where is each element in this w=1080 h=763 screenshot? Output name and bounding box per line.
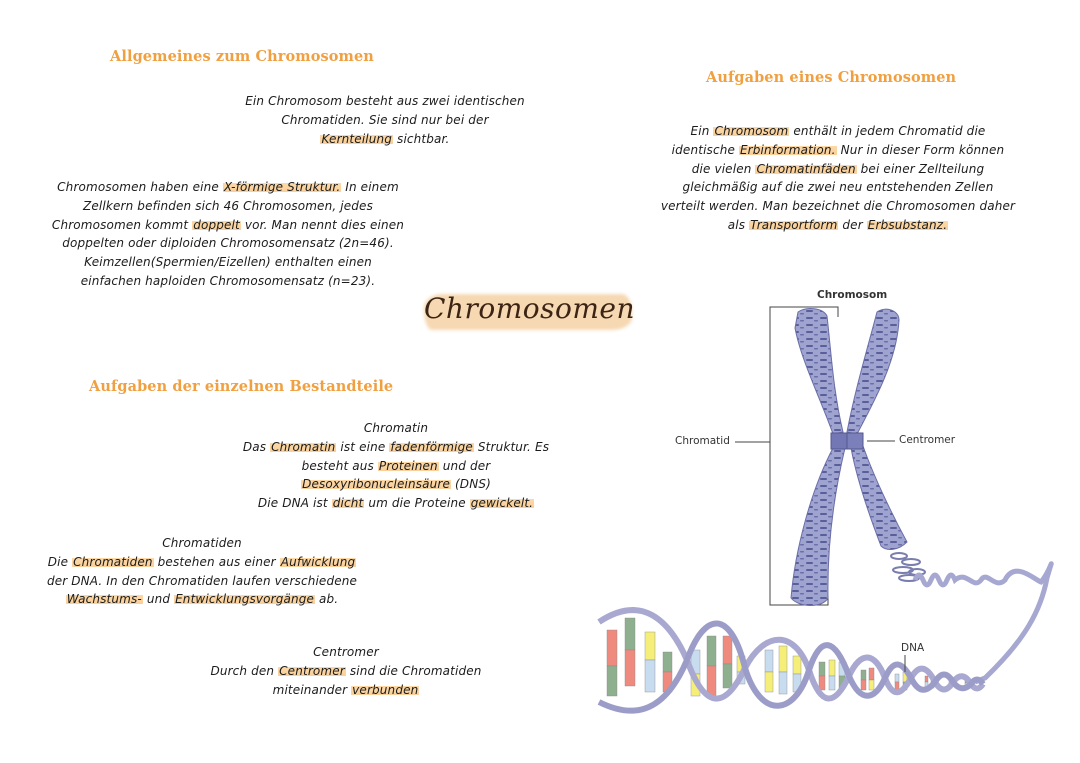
text-line [196, 457, 596, 476]
text-line [196, 475, 596, 494]
text: In einem [341, 180, 399, 194]
text: Nur in dieser Form können [836, 142, 1005, 157]
paragraph-chromosom-structure [28, 178, 428, 291]
dna-helix [599, 610, 983, 711]
highlight-x-form: X-förmige Struktur. [223, 180, 341, 194]
text: enthält in jedem Chromatid die [789, 124, 986, 138]
highlight-chromosom: Chromosom [714, 124, 789, 138]
text-line [28, 178, 428, 197]
text: Durch den [210, 663, 279, 678]
text-line [215, 130, 555, 149]
chromosome-dna-illustration [595, 280, 1075, 730]
text: Die [47, 554, 73, 569]
highlight-centromer: Centromer [279, 663, 345, 678]
paragraph-chromosom-intro [215, 92, 555, 148]
text: um die Proteine [364, 496, 470, 511]
highlight-entwicklungsvorgaenge: Entwicklungsvorgänge [175, 592, 315, 607]
label-centromer: Centromer [899, 434, 956, 446]
text-line: der DNA. In den Chromatiden laufen verschiedene [46, 573, 358, 588]
text-line: verteilt werden. Man bezeichnet die Chromosomen daher [660, 199, 1016, 214]
text-line: doppelten oder diploiden Chromosomensatz (2n=46). [62, 236, 394, 251]
text-line [186, 681, 506, 700]
subheading-centromer: Centromer [313, 645, 379, 659]
text: Struktur. Es [473, 439, 550, 454]
chromosome-diagram [595, 280, 1075, 730]
label-dna: DNA [901, 642, 925, 654]
text: ab. [315, 592, 339, 607]
text-line [196, 494, 596, 513]
highlight-aufwicklung: Aufwicklung [280, 554, 356, 569]
text-line [186, 662, 506, 681]
text: sind die Chromatiden [345, 663, 482, 678]
highlight-doppelt: doppelt [193, 217, 240, 232]
text: Ein [690, 124, 714, 138]
text: besteht aus [301, 458, 378, 473]
text: miteinander [272, 682, 352, 697]
text: bei einer Zellteilung [856, 161, 985, 176]
highlight-chromatiden: Chromatiden [73, 554, 153, 569]
text-line [638, 216, 1038, 235]
paragraph-aufgaben-chromosom [638, 122, 1038, 235]
text-line [638, 141, 1038, 160]
highlight-chromatin: Chromatin [271, 439, 336, 454]
text: ist eine [336, 439, 390, 454]
page-title-text: Chromosomen [424, 292, 635, 325]
highlight-desoxyribonucleinsaeure: Desoxyribonucleinsäure [302, 477, 451, 492]
text: bestehen aus einer [153, 554, 280, 569]
text: der [838, 217, 867, 232]
text: als [727, 217, 750, 232]
text-line [638, 122, 1038, 141]
text-line: Ein Chromosom besteht aus zwei identischen [245, 94, 525, 108]
highlight-chromatinfaeden: Chromatinfäden [756, 161, 856, 176]
paragraph-chromatin [196, 419, 596, 513]
highlight-erbsubstanz: Erbsubstanz. [867, 217, 948, 232]
label-chromatid: Chromatid [675, 435, 730, 447]
text-line [28, 216, 428, 235]
highlight-verbunden: verbunden [352, 682, 419, 697]
text-line: einfachen haploiden Chromosomensatz (n=23). [80, 273, 376, 288]
text-line: gleichmäßig auf die zwei neu entstehenden Zellen [682, 180, 994, 195]
text-line: Keimzellen(Spermien/Eizellen) enthalten einen [84, 255, 372, 270]
highlight-kernteilung: Kernteilung [321, 131, 393, 146]
text-line [22, 553, 382, 572]
text-line: Zellkern befinden sich 46 Chromosomen, jedes [83, 198, 373, 213]
highlight-wachstums: Wachstums- [66, 592, 142, 607]
text-line [196, 438, 596, 457]
text: Das [242, 439, 271, 454]
highlight-gewickelt: gewickelt. [470, 496, 534, 511]
label-chromosom: Chromosom [817, 289, 888, 301]
heading-bestandteile: Aufgaben der einzelnen Bestandteile [89, 378, 394, 395]
highlight-dicht: dicht [332, 496, 364, 511]
text: Chromosomen kommt [51, 217, 193, 232]
paragraph-chromatiden [22, 534, 382, 609]
text-line [22, 590, 382, 609]
text-line: Chromatiden. Sie sind nur bei der [281, 112, 489, 127]
text: und [142, 592, 175, 607]
subheading-chromatiden: Chromatiden [162, 536, 242, 550]
heading-allgemeines: Allgemeines zum Chromosomen [110, 48, 374, 65]
highlight-proteinen: Proteinen [378, 458, 438, 473]
highlight-fadenfoermige: fadenförmige [390, 439, 473, 454]
text: und der [438, 458, 491, 473]
text: sichtbar. [393, 131, 450, 146]
text: Chromosomen haben eine [57, 180, 223, 194]
highlight-transportform: Transportform [750, 217, 838, 232]
heading-aufgaben-chromosom: Aufgaben eines Chromosomen [706, 69, 957, 86]
text-line [638, 160, 1038, 179]
text: vor. Man nennt dies einen [240, 217, 405, 232]
text: Die DNA ist [257, 496, 332, 511]
text: (DNS) [451, 477, 491, 492]
highlight-erbinformation: Erbinformation. [739, 142, 836, 157]
text: identische [671, 142, 739, 157]
paragraph-centromer [186, 643, 506, 699]
subheading-chromatin: Chromatin [363, 421, 429, 435]
text: die vielen [691, 161, 756, 176]
